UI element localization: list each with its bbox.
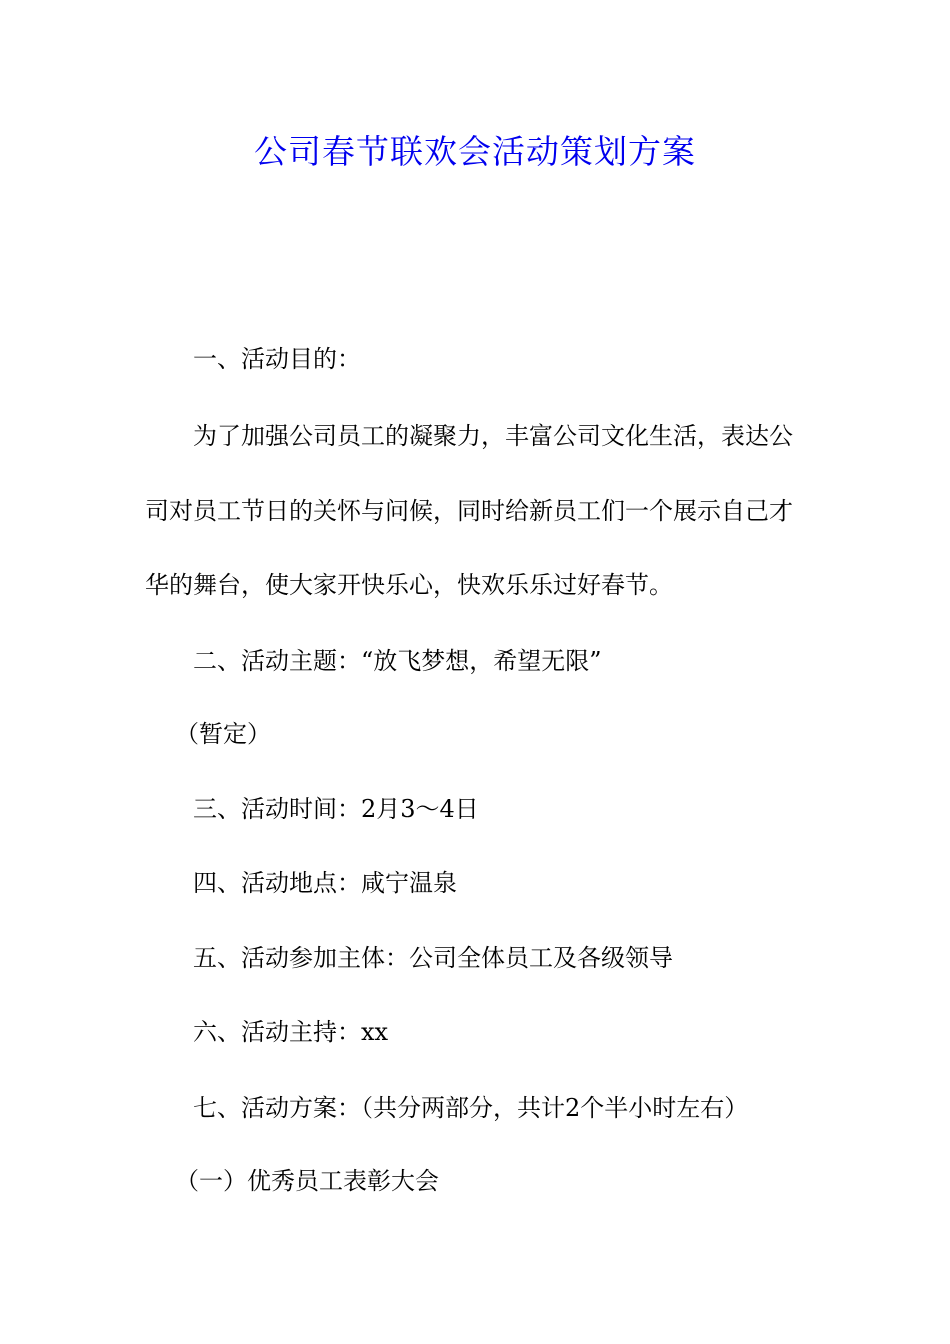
paragraph-line: 华的舞台，使大家开快乐心，快欢乐乐过好春节。 [145, 571, 673, 599]
section-heading-theme: 二、活动主题：“放飞梦想，希望无限” [193, 647, 602, 675]
paragraph-line: 司对员工节日的关怀与问候，同时给新员工们一个展示自己才 [145, 497, 793, 525]
section-heading-time: 三、活动时间：2月3～4日 [193, 795, 479, 823]
paragraph-line: 为了加强公司员工的凝聚力，丰富公司文化生活，表达公 [193, 422, 793, 450]
section-heading-participants: 五、活动参加主体：公司全体员工及各级领导 [193, 944, 673, 972]
theme-note: （暂定） [175, 720, 271, 748]
subsection-heading-awards: （一）优秀员工表彰大会 [175, 1167, 439, 1195]
section-heading-host: 六、活动主持：xx [193, 1018, 389, 1046]
section-heading-plan: 七、活动方案：（共分两部分，共计2个半小时左右） [193, 1094, 749, 1122]
section-heading-location: 四、活动地点：咸宁温泉 [193, 869, 457, 897]
section-heading-purpose: 一、活动目的： [193, 345, 361, 373]
document-title: 公司春节联欢会活动策划方案 [254, 132, 696, 171]
